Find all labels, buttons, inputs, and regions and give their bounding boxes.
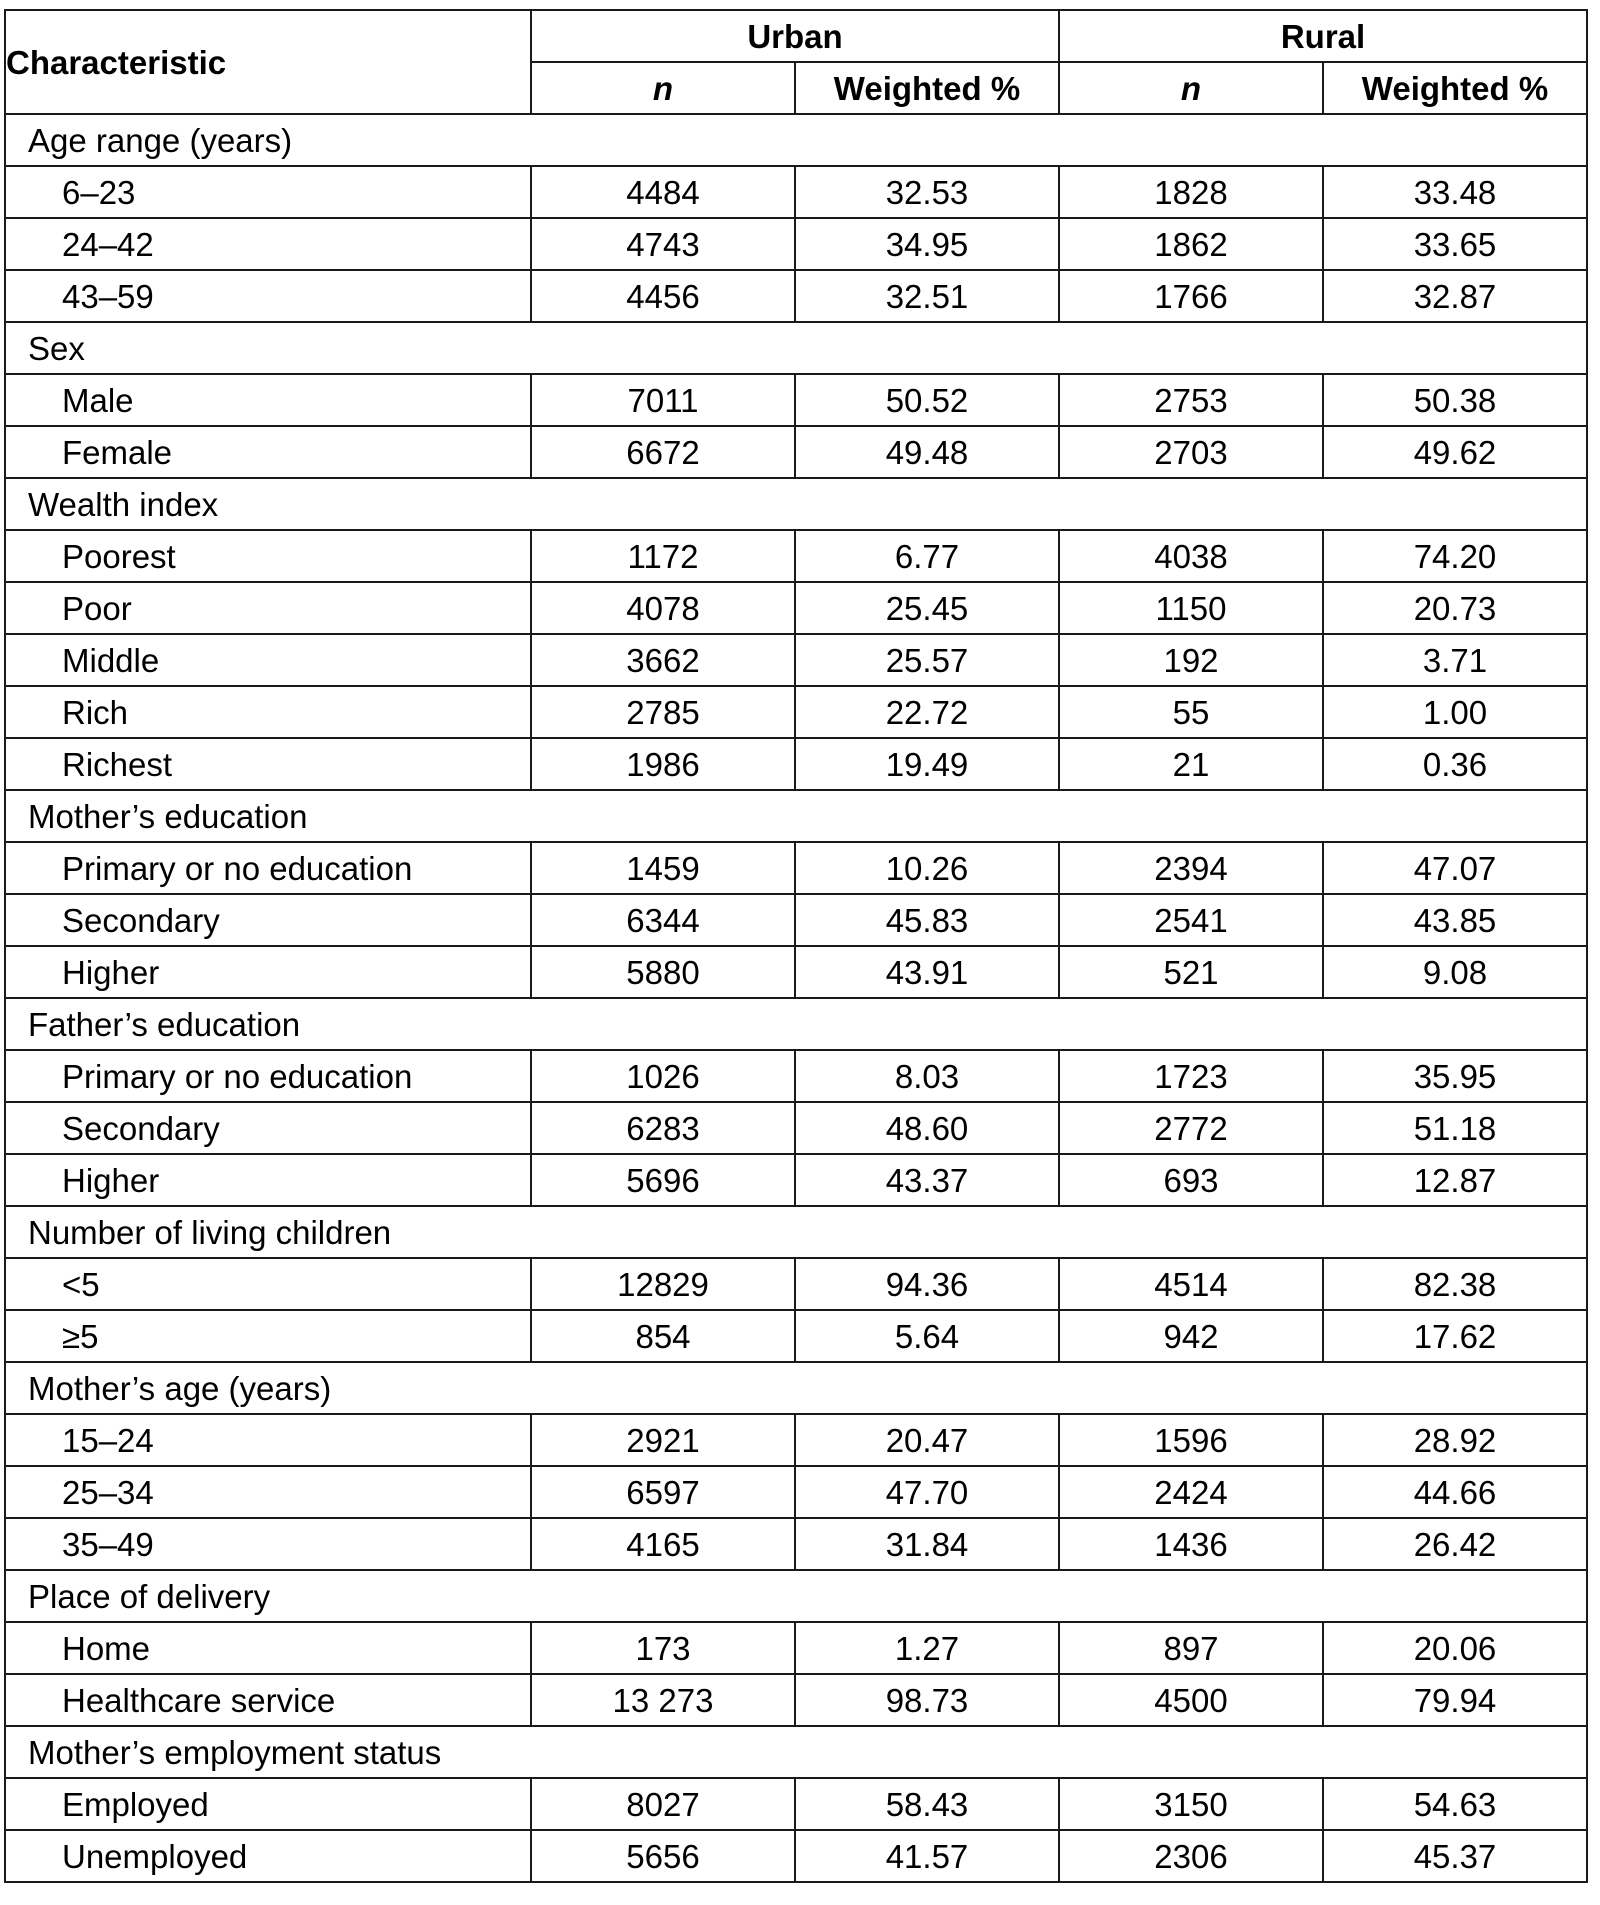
- group-label: Place of delivery: [5, 1570, 1587, 1622]
- cell-urban-pct: 32.53: [795, 166, 1059, 218]
- cell-rural-pct: 20.73: [1323, 582, 1587, 634]
- row-label: Secondary: [5, 894, 531, 946]
- row-label: Rich: [5, 686, 531, 738]
- cell-rural-pct: 82.38: [1323, 1258, 1587, 1310]
- table-row: [5, 1414, 1587, 1466]
- table-row: [5, 166, 1587, 218]
- cell-rural-pct: 33.48: [1323, 166, 1587, 218]
- cell-urban-pct: 25.57: [795, 634, 1059, 686]
- cell-rural-pct: 20.06: [1323, 1622, 1587, 1674]
- cell-urban-pct: 19.49: [795, 738, 1059, 790]
- cell-urban-pct: 22.72: [795, 686, 1059, 738]
- cell-rural-pct: 12.87: [1323, 1154, 1587, 1206]
- cell-urban-n: 3662: [531, 634, 795, 686]
- row-label: Home: [5, 1622, 531, 1674]
- group-row: [5, 998, 1587, 1050]
- header-rural-n: n: [1059, 62, 1323, 114]
- cell-rural-pct: 0.36: [1323, 738, 1587, 790]
- cell-rural-n: 1862: [1059, 218, 1323, 270]
- cell-urban-pct: 47.70: [795, 1466, 1059, 1518]
- table-row: [5, 374, 1587, 426]
- cell-urban-pct: 8.03: [795, 1050, 1059, 1102]
- group-label: Father’s education: [5, 998, 1587, 1050]
- cell-rural-pct: 54.63: [1323, 1778, 1587, 1830]
- row-label: Female: [5, 426, 531, 478]
- cell-urban-n: 4078: [531, 582, 795, 634]
- cell-urban-pct: 20.47: [795, 1414, 1059, 1466]
- cell-urban-n: 7011: [531, 374, 795, 426]
- table-row: [5, 530, 1587, 582]
- table-row: [5, 738, 1587, 790]
- cell-rural-n: 2394: [1059, 842, 1323, 894]
- group-label: Mother’s education: [5, 790, 1587, 842]
- cell-urban-pct: 45.83: [795, 894, 1059, 946]
- cell-rural-n: 2424: [1059, 1466, 1323, 1518]
- cell-rural-n: 1596: [1059, 1414, 1323, 1466]
- table-row: [5, 1154, 1587, 1206]
- cell-urban-n: 13 273: [531, 1674, 795, 1726]
- group-row: [5, 114, 1587, 166]
- cell-rural-pct: 9.08: [1323, 946, 1587, 998]
- cell-urban-pct: 32.51: [795, 270, 1059, 322]
- row-label: Unemployed: [5, 1830, 531, 1882]
- row-label: Poorest: [5, 530, 531, 582]
- cell-urban-n: 8027: [531, 1778, 795, 1830]
- cell-rural-n: 1436: [1059, 1518, 1323, 1570]
- group-row: [5, 790, 1587, 842]
- cell-urban-pct: 48.60: [795, 1102, 1059, 1154]
- table-row: [5, 842, 1587, 894]
- group-label: Wealth index: [5, 478, 1587, 530]
- row-label: 24–42: [5, 218, 531, 270]
- cell-urban-n: 6283: [531, 1102, 795, 1154]
- cell-rural-pct: 33.65: [1323, 218, 1587, 270]
- cell-urban-n: 854: [531, 1310, 795, 1362]
- cell-urban-n: 2785: [531, 686, 795, 738]
- row-label: Poor: [5, 582, 531, 634]
- cell-rural-n: 693: [1059, 1154, 1323, 1206]
- cell-urban-pct: 41.57: [795, 1830, 1059, 1882]
- cell-urban-pct: 49.48: [795, 426, 1059, 478]
- group-label: Age range (years): [5, 114, 1587, 166]
- cell-rural-n: 3150: [1059, 1778, 1323, 1830]
- cell-urban-n: 6672: [531, 426, 795, 478]
- cell-rural-n: 897: [1059, 1622, 1323, 1674]
- cell-rural-pct: 74.20: [1323, 530, 1587, 582]
- cell-rural-n: 2753: [1059, 374, 1323, 426]
- cell-rural-n: 4038: [1059, 530, 1323, 582]
- row-label: Male: [5, 374, 531, 426]
- cell-urban-n: 5880: [531, 946, 795, 998]
- cell-urban-pct: 98.73: [795, 1674, 1059, 1726]
- table-row: [5, 1622, 1587, 1674]
- cell-urban-n: 6344: [531, 894, 795, 946]
- group-label: Sex: [5, 322, 1587, 374]
- row-label: Richest: [5, 738, 531, 790]
- table-row: [5, 218, 1587, 270]
- cell-rural-n: 4514: [1059, 1258, 1323, 1310]
- row-label: Higher: [5, 1154, 531, 1206]
- cell-rural-pct: 50.38: [1323, 374, 1587, 426]
- cell-urban-pct: 43.91: [795, 946, 1059, 998]
- row-label: Primary or no education: [5, 842, 531, 894]
- row-label: Healthcare service: [5, 1674, 531, 1726]
- row-label: 25–34: [5, 1466, 531, 1518]
- cell-urban-pct: 6.77: [795, 530, 1059, 582]
- table-row: [5, 1778, 1587, 1830]
- group-row: [5, 1570, 1587, 1622]
- group-label: Number of living children: [5, 1206, 1587, 1258]
- row-label: <5: [5, 1258, 531, 1310]
- cell-rural-pct: 79.94: [1323, 1674, 1587, 1726]
- cell-urban-n: 4165: [531, 1518, 795, 1570]
- cell-urban-pct: 31.84: [795, 1518, 1059, 1570]
- cell-urban-n: 12829: [531, 1258, 795, 1310]
- cell-urban-n: 5656: [531, 1830, 795, 1882]
- header-urban: Urban: [531, 10, 1059, 62]
- table-row: [5, 1674, 1587, 1726]
- cell-urban-n: 5696: [531, 1154, 795, 1206]
- cell-rural-n: 1828: [1059, 166, 1323, 218]
- cell-urban-n: 173: [531, 1622, 795, 1674]
- cell-rural-n: 1150: [1059, 582, 1323, 634]
- cell-rural-n: 2541: [1059, 894, 1323, 946]
- cell-rural-n: 55: [1059, 686, 1323, 738]
- cell-rural-pct: 32.87: [1323, 270, 1587, 322]
- header-rural: Rural: [1059, 10, 1587, 62]
- cell-rural-n: 2306: [1059, 1830, 1323, 1882]
- cell-urban-pct: 50.52: [795, 374, 1059, 426]
- cell-urban-n: 1459: [531, 842, 795, 894]
- table-row: [5, 1518, 1587, 1570]
- cell-urban-n: 1172: [531, 530, 795, 582]
- group-label: Mother’s age (years): [5, 1362, 1587, 1414]
- cell-rural-pct: 17.62: [1323, 1310, 1587, 1362]
- cell-rural-pct: 43.85: [1323, 894, 1587, 946]
- row-label: 43–59: [5, 270, 531, 322]
- table-row: [5, 1258, 1587, 1310]
- cell-urban-n: 1026: [531, 1050, 795, 1102]
- group-label: Mother’s employment status: [5, 1726, 1587, 1778]
- row-label: 35–49: [5, 1518, 531, 1570]
- cell-rural-pct: 51.18: [1323, 1102, 1587, 1154]
- header-rural-weighted-pct: Weighted %: [1323, 62, 1587, 114]
- cell-rural-pct: 28.92: [1323, 1414, 1587, 1466]
- row-label: Primary or no education: [5, 1050, 531, 1102]
- table-row: [5, 270, 1587, 322]
- table-row: [5, 426, 1587, 478]
- cell-urban-pct: 43.37: [795, 1154, 1059, 1206]
- cell-rural-pct: 45.37: [1323, 1830, 1587, 1882]
- cell-rural-n: 942: [1059, 1310, 1323, 1362]
- table-body: [5, 114, 1587, 1882]
- cell-urban-pct: 58.43: [795, 1778, 1059, 1830]
- row-label: ≥5: [5, 1310, 531, 1362]
- table-row: [5, 582, 1587, 634]
- cell-urban-pct: 34.95: [795, 218, 1059, 270]
- cell-urban-pct: 10.26: [795, 842, 1059, 894]
- cell-rural-n: 2772: [1059, 1102, 1323, 1154]
- group-row: [5, 478, 1587, 530]
- header-urban-weighted-pct: Weighted %: [795, 62, 1059, 114]
- row-label: Secondary: [5, 1102, 531, 1154]
- cell-rural-n: 1766: [1059, 270, 1323, 322]
- cell-urban-pct: 1.27: [795, 1622, 1059, 1674]
- row-label: 6–23: [5, 166, 531, 218]
- cell-urban-n: 4743: [531, 218, 795, 270]
- table-row: [5, 686, 1587, 738]
- cell-urban-pct: 5.64: [795, 1310, 1059, 1362]
- row-label: Higher: [5, 946, 531, 998]
- table-row: [5, 634, 1587, 686]
- cell-rural-n: 2703: [1059, 426, 1323, 478]
- cell-urban-n: 2921: [531, 1414, 795, 1466]
- cell-urban-n: 1986: [531, 738, 795, 790]
- group-row: [5, 1206, 1587, 1258]
- table-row: [5, 1310, 1587, 1362]
- cell-rural-pct: 1.00: [1323, 686, 1587, 738]
- row-label: 15–24: [5, 1414, 531, 1466]
- group-row: [5, 1362, 1587, 1414]
- header-urban-n: n: [531, 62, 795, 114]
- cell-urban-n: 6597: [531, 1466, 795, 1518]
- cell-rural-n: 521: [1059, 946, 1323, 998]
- table-row: [5, 1050, 1587, 1102]
- cell-rural-pct: 3.71: [1323, 634, 1587, 686]
- cell-rural-pct: 35.95: [1323, 1050, 1587, 1102]
- table-row: [5, 1466, 1587, 1518]
- cell-rural-n: 1723: [1059, 1050, 1323, 1102]
- cell-rural-n: 4500: [1059, 1674, 1323, 1726]
- cell-rural-n: 21: [1059, 738, 1323, 790]
- cell-rural-pct: 47.07: [1323, 842, 1587, 894]
- cell-rural-n: 192: [1059, 634, 1323, 686]
- cell-rural-pct: 49.62: [1323, 426, 1587, 478]
- table-row: [5, 946, 1587, 998]
- header-characteristic: Characteristic: [5, 10, 531, 114]
- group-row: [5, 322, 1587, 374]
- table-row: [5, 1830, 1587, 1882]
- row-label: Middle: [5, 634, 531, 686]
- cell-urban-n: 4456: [531, 270, 795, 322]
- characteristics-table: [4, 9, 1588, 1883]
- group-row: [5, 1726, 1587, 1778]
- row-label: Employed: [5, 1778, 531, 1830]
- cell-rural-pct: 26.42: [1323, 1518, 1587, 1570]
- cell-urban-pct: 94.36: [795, 1258, 1059, 1310]
- table-row: [5, 894, 1587, 946]
- cell-urban-n: 4484: [531, 166, 795, 218]
- table-row: [5, 1102, 1587, 1154]
- cell-rural-pct: 44.66: [1323, 1466, 1587, 1518]
- cell-urban-pct: 25.45: [795, 582, 1059, 634]
